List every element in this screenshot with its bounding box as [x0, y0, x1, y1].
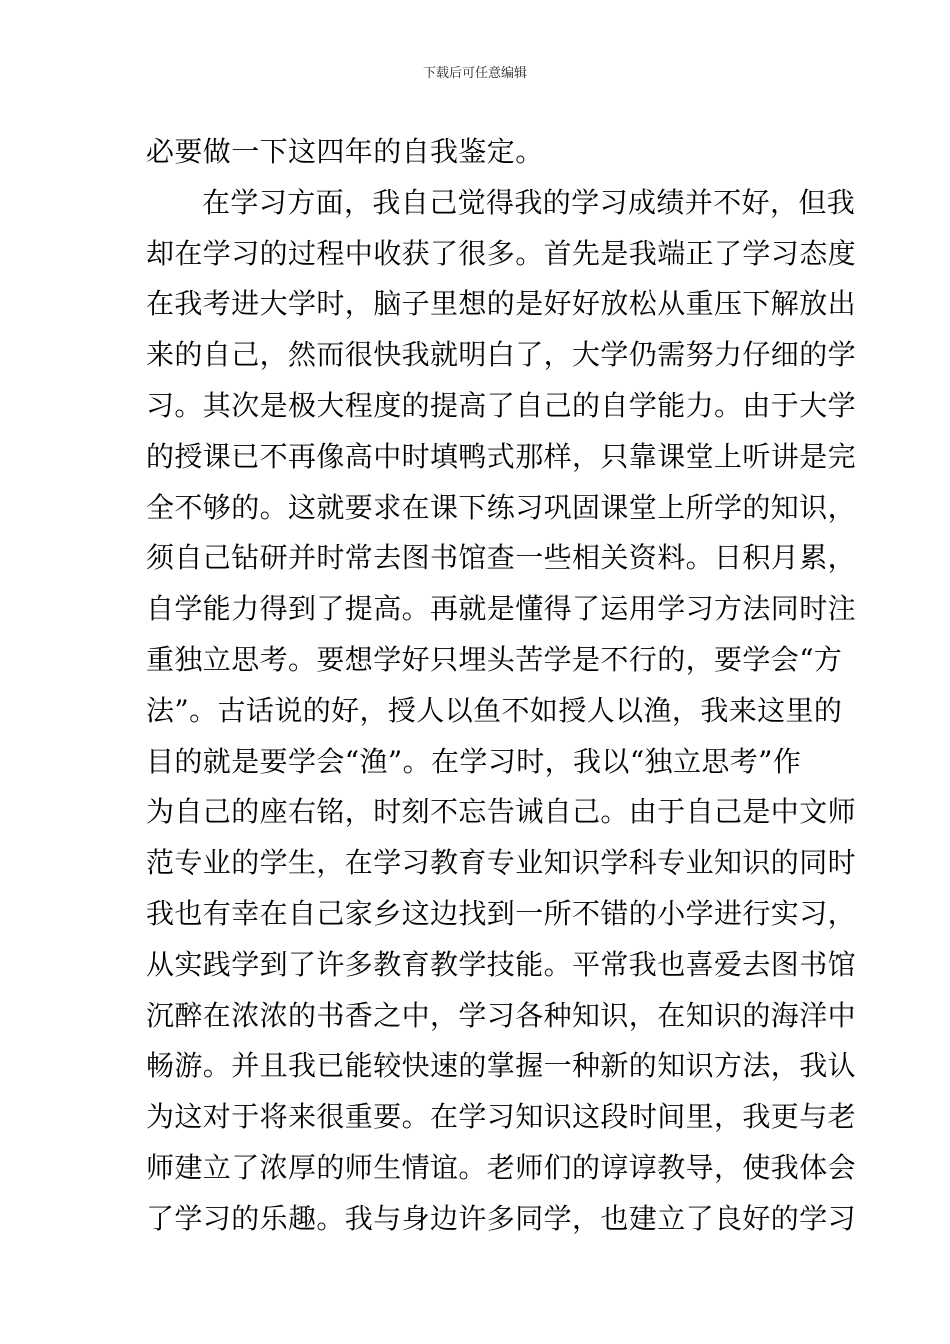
text-line: 从实践学到了许多教育教学技能。平常我也喜爱去图书馆: [146, 947, 857, 981]
page-header: 下载后可任意编辑: [422, 66, 527, 81]
text-line: 沉醉在浓浓的书香之中，学习各种知识，在知识的海洋中: [146, 998, 857, 1032]
text-line: 范专业的学生，在学习教育专业知识学科专业知识的同时: [146, 846, 857, 880]
text-line: 为这对于将来很重要。在学习知识这段时间里，我更与老: [146, 1100, 857, 1134]
text-line: 重独立思考。要想学好只埋头苦学是不行的，要学会“方: [146, 642, 843, 676]
text-line: 在学习方面，我自己觉得我的学习成绩并不好，但我: [202, 185, 856, 219]
text-line: 师建立了浓厚的师生情谊。老师们的谆谆教导，使我体会: [146, 1150, 857, 1184]
text-line: 须自己钻研并时常去图书馆查一些相关资料。日积月累，: [146, 541, 857, 575]
text-line: 全不够的。这就要求在课下练习巩固课堂上所学的知识，: [146, 490, 857, 524]
document-body: [146, 127, 857, 1245]
text-line: 为自己的座右铭，时刻不忘告诫自己。由于自己是中文师: [146, 795, 857, 829]
text-line: 必要做一下这四年的自我鉴定。: [146, 135, 544, 168]
text-line: 的授课已不再像高中时填鸭式那样，只靠课堂上听讲是完: [146, 439, 857, 473]
text-line: 自学能力得到了提高。再就是懂得了运用学习方法同时注: [146, 592, 857, 626]
text-line: 却在学习的过程中收获了很多。首先是我端正了学习态度: [146, 236, 857, 270]
text-line: 习。其次是极大程度的提高了自己的自学能力。由于大学: [146, 388, 857, 422]
text-line: 了学习的乐趣。我与身边许多同学，也建立了良好的学习: [146, 1201, 857, 1235]
text-line: 畅游。并且我已能较快速的掌握一种新的知识方法，我认: [146, 1049, 857, 1083]
text-line: 来的自己，然而很快我就明白了，大学仍需努力仔细的学: [146, 338, 857, 372]
text-line: 在我考进大学时，脑子里想的是好好放松从重压下解放出: [146, 287, 857, 321]
text-line: 目的就是要学会“渔”。在学习时，我以“独立思考”作: [146, 744, 802, 778]
text-line: 法”。古话说的好，授人以鱼不如授人以渔，我来这里的: [146, 693, 843, 727]
text-line: 我也有幸在自己家乡这边找到一所不错的小学进行实习，: [146, 896, 857, 930]
